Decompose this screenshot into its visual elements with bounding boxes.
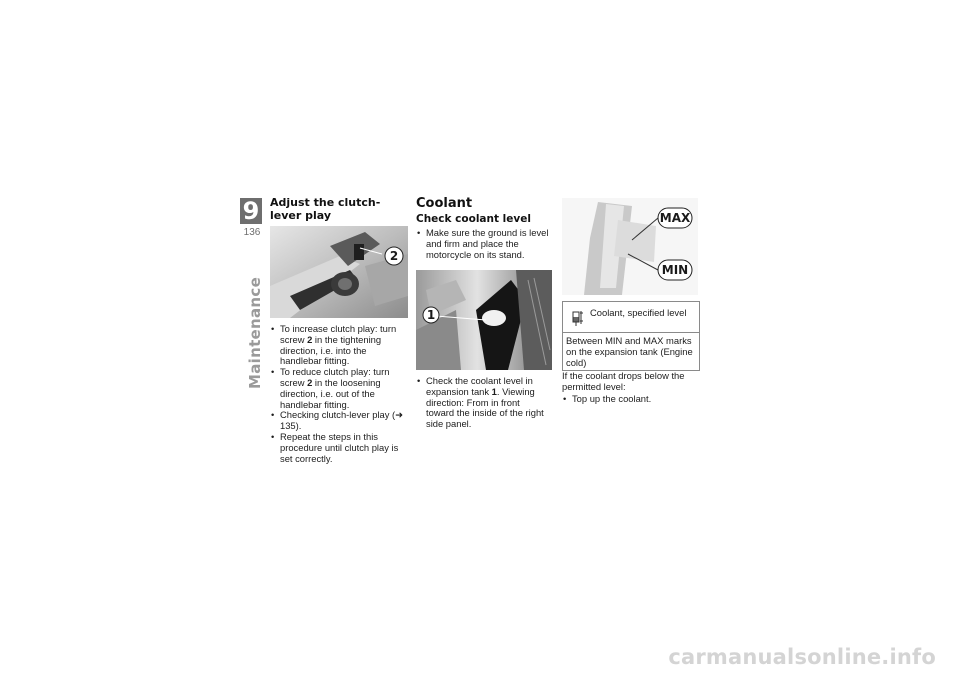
watermark: carmanualsonline.info — [668, 645, 936, 669]
coolant-heading: Coolant — [416, 196, 473, 211]
page-number: 136 — [243, 227, 261, 238]
page-ref-arrow-icon[interactable]: ➜ — [395, 409, 404, 421]
chapter-number-tab: 9 — [240, 198, 262, 224]
max-label: MAX — [659, 211, 691, 225]
coolant-level-icon — [571, 309, 585, 327]
list-item: • Make sure the ground is level and firm and place the motorcycle on its stand. — [416, 228, 550, 260]
spec-header — [563, 302, 699, 333]
top-up-step — [562, 394, 698, 405]
check-coolant-subheading: Check coolant level — [416, 213, 531, 225]
list-item: • Repeat the steps in this procedure until clutch play is set correctly. — [270, 432, 406, 464]
clutch-steps — [270, 324, 406, 464]
min-max-marks-photo — [562, 198, 698, 295]
expansion-tank-photo — [416, 270, 552, 370]
list-item: • To increase clutch play: turn screw 2 in the tightening direction, i.e. into the handlebar fitting. — [270, 324, 406, 367]
coolant-step-2 — [416, 376, 550, 430]
spec-body: Between MIN and MAX marks on the expansion tank (Engine cold) — [566, 335, 693, 368]
coolant-spec-box — [562, 301, 700, 371]
min-label: MIN — [661, 263, 689, 277]
list-item: • Checking clutch-lever play (➜ 135). — [270, 410, 406, 432]
coolant-step-1 — [416, 228, 550, 260]
callout-2: 2 — [389, 249, 399, 263]
chapter-title-vertical: Maintenance — [246, 276, 264, 389]
list-item: • Top up the coolant. — [562, 394, 698, 405]
spec-title: Coolant, specified level — [590, 307, 687, 318]
callout-1: 1 — [426, 308, 436, 322]
list-item: • Check the coolant level in expansion tank 1. Viewing direction: From in front toward the inside of the right side panel. — [416, 376, 550, 430]
clutch-lever-photo — [270, 226, 408, 318]
list-item: • To reduce clutch play: turn screw 2 in the loosening direction, i.e. out of the handlebar fitting. — [270, 367, 406, 410]
coolant-low-text: If the coolant drops below the permitted level: — [562, 370, 685, 392]
clutch-heading: Adjust the clutch-lever play — [270, 196, 381, 222]
